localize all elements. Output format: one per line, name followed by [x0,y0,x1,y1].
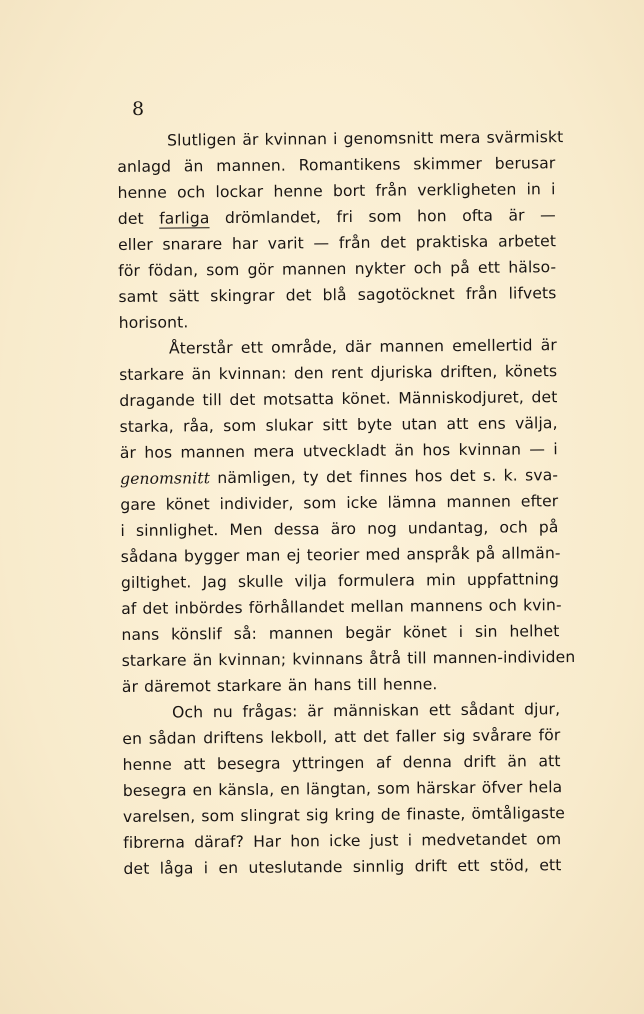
text-line: horisont. [118,313,189,332]
text-line: är däremot starkare än hans till henne. [121,675,438,696]
text-line: Och nu frågas: är människan ett sådant djur, [172,700,561,722]
text-line: fibrerna däraf? Har hon icke just i medvetandet om [123,830,562,852]
text-line: henne att besegra yttringen af denna drift än att [122,752,561,774]
paragraph [119,332,576,700]
text-line: i sinnlighet. Men dessa äro nog undantag, och på [120,518,559,540]
text-line: gare könet individer, som icke lämna mannen efter [120,492,559,514]
text-line: dragande till det motsatta könet. Människodjuret, det [119,388,558,410]
paragraph [117,124,564,336]
text-line: anlagd än mannen. Romantikens skimmer berusar [117,154,556,176]
text-line: för födan, som gör mannen nykter och på ett hälso- [118,258,557,280]
text-line: starka, råa, som slukar sitt byte utan att ens välja, [119,414,558,436]
text-line: det låga i en uteslutande sinnlig drift ett stöd, ett [123,856,562,878]
text-line: varelsen, som slingrat sig kring de finaste, ömtåligaste [122,804,566,826]
page-number: 8 [132,98,145,120]
body-text [117,124,576,882]
text-line: giltighet. Jag skulle vilja formulera min uppfattning [120,570,560,592]
text-line: sådana bygger man ej teorier med anspråk på allmän- [120,544,561,566]
text-line: besegra en känsla, en längtan, som härskar öfver hela [122,778,563,800]
paragraph [122,696,566,882]
text-line: starkare än kvinnan; kvinnans åtrå till mannen-individen [121,648,576,670]
text-line: samt sätt skingrar det blå sagotöcknet från lifvets [118,284,557,306]
text-line: starkare än kvinnan: den rent djuriska driften, könets [119,362,558,384]
text-line: af det inbördes förhållandet mellan mannens och kvin- [121,596,562,618]
text-line: en sådan driftens lekboll, att det faller sig svårare för [122,726,561,748]
text-line: genomsnitt nämligen, ty det finnes hos det s. k. sva- [119,466,559,488]
text-line: Återstår ett område, där mannen emellertid är [168,336,557,358]
text-line: Slutligen är kvinnan i genomsnitt mera svärmiskt [167,128,564,150]
text-line: eller snarare har varit — från det praktiska arbetet [117,232,557,254]
text-line: nans könslif så: mannen begär könet i sin helhet [121,622,560,644]
text-line: henne och lockar henne bort från verkligheten in i [117,180,556,202]
text-line: det farliga drömlandet, fri som hon ofta är — [117,206,556,228]
text-line: är hos mannen mera utveckladt än hos kvinnan — i [119,440,558,462]
